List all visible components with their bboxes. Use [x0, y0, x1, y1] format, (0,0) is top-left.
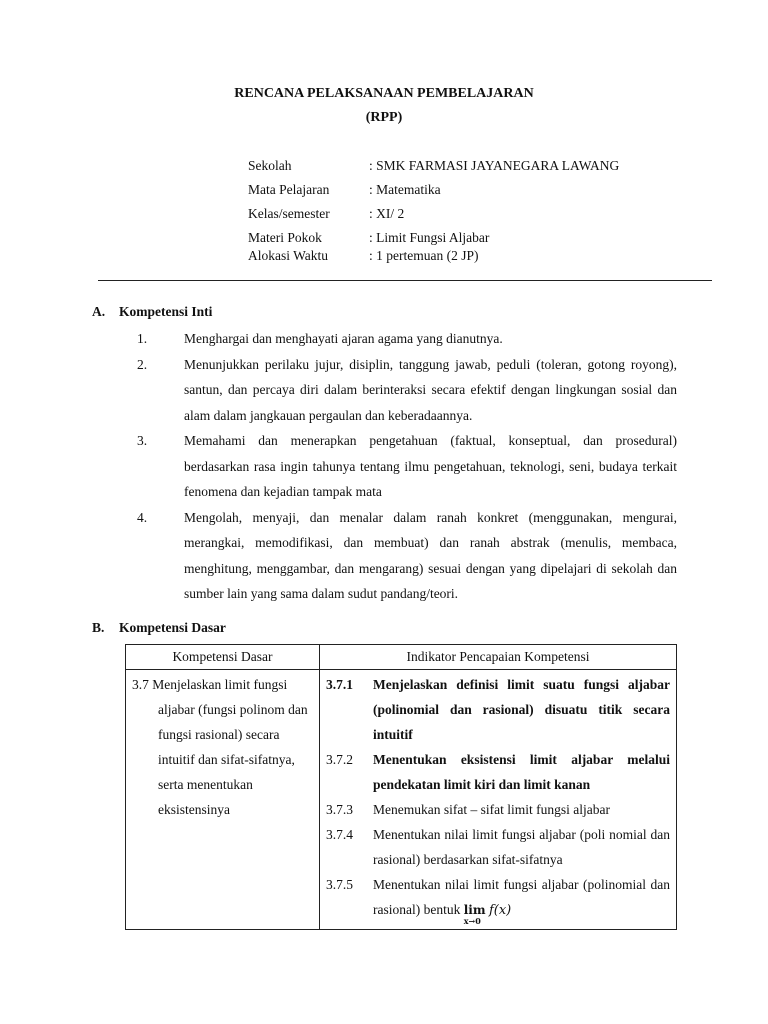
kompetensi-inti-list	[137, 326, 677, 607]
indicator-text: Menjelaskan definisi limit suatu fungsi aljabar (polinomial dan rasional) disuatu titik secara intuitif	[373, 677, 670, 742]
list-text: Memahami dan menerapkan pengetahuan (faktual, konseptual, dan prosedural) berdasarkan rasa ingin tahunya tentang ilmu pengetahuan, teknologi, seni, budaya terkait fenomena dan kejadian tampak mata	[184, 433, 677, 499]
info-value: : SMK FARMASI JAYANEGARA LAWANG	[369, 158, 620, 173]
list-text: Mengolah, menyaji, dan menalar dalam ranah konkret (menggunakan, mengurai, merangkai, memodifikasi, dan membuat) dan ranah abstrak (menulis, membaca, menghitung, menggambar, dan mengarang) sesuai dengan yang dipelajari di sekolah dan sumber lain yang sama dalam sudut pandang/teori.	[184, 509, 677, 601]
info-row-school	[248, 158, 708, 182]
indicator-text: Menemukan sifat – sifat limit fungsi aljabar	[373, 802, 610, 817]
indicator-item	[326, 822, 670, 872]
info-label: Materi Pokok	[248, 230, 322, 245]
info-value: : XI/ 2	[369, 206, 405, 221]
indicator-code: 3.7.3	[326, 802, 353, 817]
info-label: Alokasi Waktu	[248, 248, 329, 263]
section-letter: A.	[92, 304, 106, 319]
info-value: : Matematika	[369, 182, 441, 197]
indicator-code: 3.7.5	[326, 877, 353, 892]
section-b-heading	[92, 620, 226, 636]
indicator-item	[326, 872, 670, 926]
indicator-cell	[320, 670, 677, 930]
info-row-subject	[248, 182, 708, 206]
info-row-class	[248, 206, 708, 230]
kd-text-first-line	[132, 672, 313, 697]
section-title: Kompetensi Inti	[119, 304, 213, 319]
list-text: Menghargai dan menghayati ajaran agama yang dianutnya.	[184, 331, 503, 346]
document-subtitle: (RPP)	[365, 110, 403, 125]
indicator-text: Menentukan nilai limit fungsi aljabar (polinomial dan rasional) bentuk	[373, 877, 670, 917]
indicator-code: 3.7.1	[326, 677, 353, 692]
limit-notation	[463, 898, 486, 926]
indicator-item	[326, 747, 670, 797]
list-item	[137, 505, 677, 607]
kd-text-rest: aljabar (fungsi polinom dan fungsi rasional) secara intuitif dan sifat-sifatnya, serta menentukan eksistensinya	[158, 702, 308, 817]
kd-cell	[126, 670, 320, 930]
indicator-item	[326, 797, 670, 822]
section-a-heading	[92, 304, 212, 320]
section-title: Kompetensi Dasar	[119, 620, 226, 635]
section-letter: B.	[92, 620, 105, 635]
list-item	[137, 428, 677, 505]
table-header-row	[126, 645, 677, 670]
info-value: : Limit Fungsi Aljabar	[369, 230, 490, 245]
indicator-code: 3.7.2	[326, 752, 353, 767]
kd-code: 3.7	[132, 677, 149, 692]
column-header-indicators: Indikator Pencapaian Kompetensi	[320, 645, 677, 670]
list-item	[137, 326, 677, 352]
limit-expression: f(x)	[488, 903, 512, 918]
document-title: RENCANA PELAKSANAAN PEMBELAJARAN	[234, 86, 534, 101]
info-row-topic	[248, 230, 708, 248]
list-number: 4.	[137, 509, 148, 525]
indicator-code: 3.7.4	[326, 827, 353, 842]
list-text: Menunjukkan perilaku jujur, disiplin, tanggung jawab, peduli (toleran, gotong royong), santun, dan percaya diri dalam berinteraksi secara efektif dengan lingkungan sosial dan alam dalam jangkauan pergaulan dan keberadaannya.	[184, 356, 677, 423]
list-number: 1.	[137, 331, 148, 346]
kd-text-first: Menjelaskan limit fungsi	[152, 677, 288, 692]
limit-word: lim	[463, 903, 486, 917]
kompetensi-dasar-table	[125, 644, 677, 930]
info-block	[248, 158, 708, 272]
indicator-text: Menentukan eksistensi limit aljabar melalui pendekatan limit kiri dan limit kanan	[373, 752, 670, 792]
info-label: Sekolah	[248, 158, 292, 173]
limit-subscript: x→0	[463, 916, 481, 926]
info-row-time	[248, 248, 708, 272]
indicator-item	[326, 672, 670, 747]
column-header-kd: Kompetensi Dasar	[126, 645, 320, 670]
info-label: Kelas/semester	[248, 206, 330, 221]
table-row	[126, 670, 677, 930]
indicator-text: Menentukan nilai limit fungsi aljabar (poli nomial dan rasional) berdasarkan sifat-sifatnya	[373, 827, 670, 867]
info-label: Mata Pelajaran	[248, 182, 330, 197]
header-divider	[98, 280, 712, 281]
list-item	[137, 352, 677, 429]
list-number: 3.	[137, 433, 148, 448]
list-number: 2.	[137, 356, 148, 372]
info-value: : 1 pertemuan (2 JP)	[369, 248, 479, 263]
